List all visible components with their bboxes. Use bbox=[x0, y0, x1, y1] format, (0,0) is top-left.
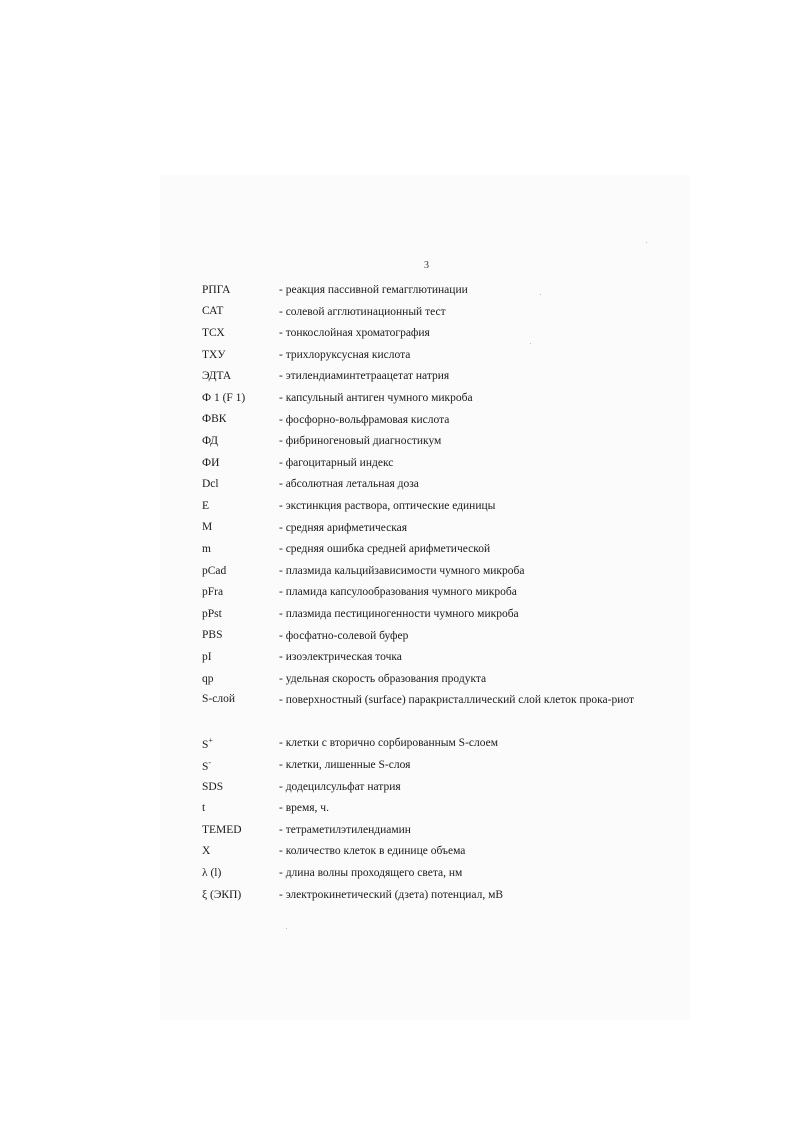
abbreviation-list bbox=[202, 280, 662, 906]
abbreviation-term: Ф 1 (F 1) bbox=[202, 391, 246, 404]
abbreviation-term: TEMED bbox=[202, 823, 242, 836]
abbreviation-row bbox=[202, 777, 662, 799]
abbreviation-description: - фосфорно-вольфрамовая кислота bbox=[279, 413, 450, 426]
abbreviation-row bbox=[202, 820, 662, 842]
abbreviation-description: - реакция пассивной гемагглютинации bbox=[279, 284, 468, 296]
abbreviation-row bbox=[202, 647, 662, 669]
scan-speck bbox=[646, 242, 647, 243]
abbreviation-term: ФД bbox=[202, 435, 218, 448]
abbreviation-row bbox=[202, 626, 662, 648]
abbreviation-row bbox=[202, 690, 662, 733]
abbreviation-term: X bbox=[202, 845, 211, 858]
abbreviation-row bbox=[202, 366, 662, 388]
abbreviation-description: - додецилсульфат натрия bbox=[279, 780, 401, 793]
abbreviation-description: - солевой агглютинационный тест bbox=[279, 305, 446, 318]
abbreviation-row bbox=[202, 539, 662, 561]
abbreviation-description: - плазмида кальцийзависимости чумного микроба bbox=[279, 564, 525, 577]
abbreviation-term: E bbox=[202, 499, 210, 512]
abbreviation-term: pFra bbox=[202, 586, 224, 599]
abbreviation-row bbox=[202, 518, 662, 540]
abbreviation-description: - пламида капсулообразования чумного микроба bbox=[279, 586, 517, 599]
abbreviation-description: - тетраметилэтилендиамин bbox=[279, 823, 411, 836]
abbreviation-description: - длина волны проходящего света, нм bbox=[279, 867, 463, 880]
abbreviation-row bbox=[202, 280, 662, 302]
abbreviation-term: pI bbox=[202, 650, 212, 663]
abbreviation-row bbox=[202, 582, 662, 604]
abbreviation-row bbox=[202, 302, 662, 324]
abbreviation-row bbox=[202, 323, 662, 345]
abbreviation-description: - изоэлектрическая точка bbox=[279, 651, 402, 664]
abbreviation-term: t bbox=[202, 802, 206, 815]
abbreviation-description: - капсульный антиген чумного микроба bbox=[279, 391, 473, 404]
abbreviation-row bbox=[202, 885, 662, 907]
abbreviation-description: - удельная скорость образования продукта bbox=[279, 672, 487, 685]
abbreviation-term: S+ bbox=[202, 735, 213, 751]
abbreviation-row bbox=[202, 453, 662, 475]
abbreviation-term: S-слой bbox=[202, 693, 235, 706]
abbreviation-term: РПГА bbox=[202, 283, 231, 296]
abbreviation-description: - плазмида пестициногенности чумного микроба bbox=[279, 607, 519, 620]
abbreviation-term: qp bbox=[202, 672, 214, 685]
scan-speck bbox=[530, 343, 531, 344]
abbreviation-description: - количество клеток в единице объема bbox=[279, 845, 466, 858]
abbreviation-description: - средняя арифметическая bbox=[279, 521, 408, 534]
abbreviation-description: - экстинкция раствора, оптические единицы bbox=[279, 499, 496, 512]
abbreviation-term: ЭДТА bbox=[202, 370, 232, 383]
abbreviation-term: M bbox=[202, 521, 213, 534]
abbreviation-description: - этилендиаминтетраацетат натрия bbox=[279, 370, 450, 383]
abbreviation-description: - трихлоруксусная кислота bbox=[279, 348, 411, 361]
abbreviation-description: - клетки, лишенные S-слоя bbox=[279, 759, 411, 772]
abbreviation-term: ξ (ЭКП) bbox=[202, 888, 242, 901]
abbreviation-description: - электрокинетический (дзета) потенциал, мВ bbox=[279, 888, 504, 901]
abbreviation-term: m bbox=[202, 543, 211, 556]
abbreviation-term: λ (l) bbox=[202, 866, 222, 879]
abbreviation-term: Dcl bbox=[202, 478, 219, 491]
abbreviation-description: - фагоцитарный индекс bbox=[279, 456, 394, 469]
scan-speck bbox=[286, 928, 287, 929]
page-number: 3 bbox=[424, 260, 429, 271]
abbreviation-description: - поверхностный (surface) паракристаллический слой клеток прока-риот bbox=[279, 694, 634, 707]
abbreviation-term: pCad bbox=[202, 564, 227, 577]
abbreviation-term: pPst bbox=[202, 607, 222, 620]
abbreviation-term: ТХУ bbox=[202, 348, 226, 361]
abbreviation-row bbox=[202, 474, 662, 496]
abbreviation-row bbox=[202, 755, 662, 777]
abbreviation-term: ФИ bbox=[202, 456, 220, 469]
abbreviation-description: - клетки с вторично сорбированным S-слоем bbox=[279, 737, 499, 750]
abbreviation-row bbox=[202, 733, 662, 755]
abbreviation-row bbox=[202, 345, 662, 367]
scan-speck bbox=[540, 294, 541, 295]
abbreviation-row bbox=[202, 496, 662, 518]
abbreviation-row bbox=[202, 841, 662, 863]
abbreviation-row bbox=[202, 604, 662, 626]
abbreviation-description: - фосфатно-солевой буфер bbox=[279, 629, 409, 642]
abbreviation-description: - время, ч. bbox=[279, 802, 329, 815]
abbreviation-description: - тонкослойная хроматография bbox=[279, 327, 430, 340]
abbreviation-description: - средняя ошибка средней арифметической bbox=[279, 543, 491, 556]
abbreviation-description: - абсолютная летальная доза bbox=[279, 478, 419, 491]
abbreviation-term: SDS bbox=[202, 780, 224, 793]
abbreviation-row bbox=[202, 798, 662, 820]
abbreviation-term: ФВК bbox=[202, 413, 227, 426]
abbreviation-row bbox=[202, 561, 662, 583]
abbreviation-row bbox=[202, 863, 662, 885]
abbreviation-term: ТСХ bbox=[202, 327, 225, 340]
abbreviation-term: САТ bbox=[202, 305, 224, 318]
abbreviation-row bbox=[202, 388, 662, 410]
abbreviation-row bbox=[202, 669, 662, 691]
abbreviation-row bbox=[202, 410, 662, 432]
abbreviation-row bbox=[202, 431, 662, 453]
abbreviation-term: PBS bbox=[202, 629, 223, 642]
abbreviation-term: S- bbox=[202, 757, 212, 773]
abbreviation-description: - фибриногеновый диагностикум bbox=[279, 435, 442, 448]
